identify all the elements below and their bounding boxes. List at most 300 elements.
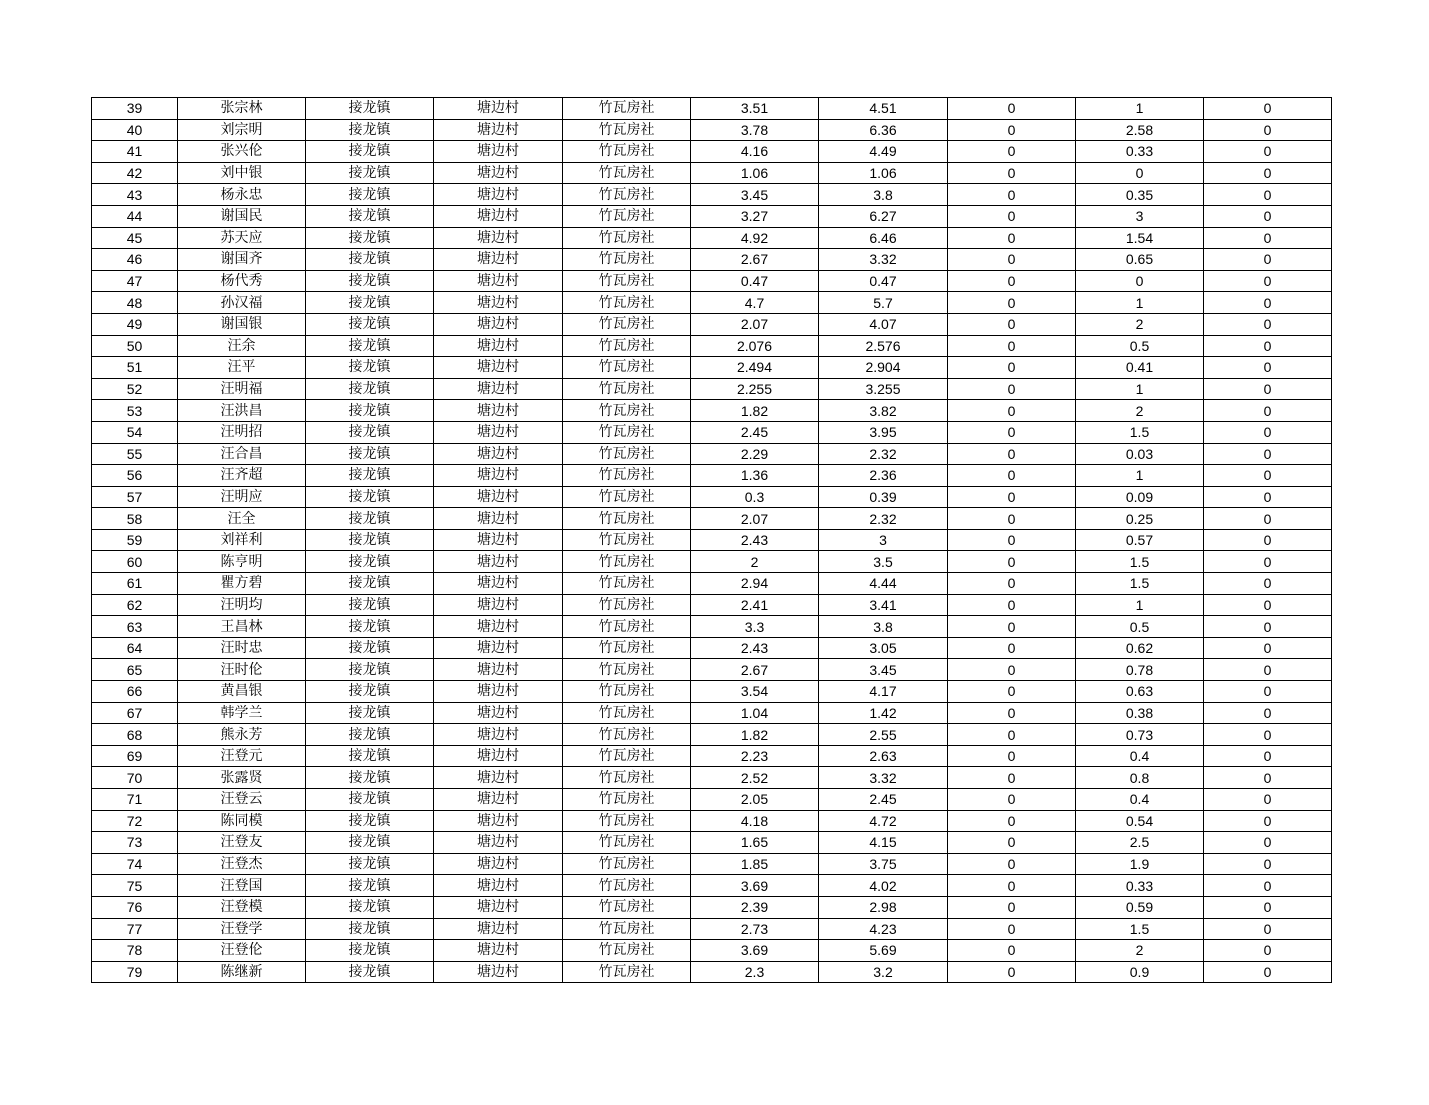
- table-row: [92, 141, 1332, 163]
- value-cell-2: 2.98: [819, 896, 948, 918]
- name-cell: 汪合昌: [178, 443, 306, 465]
- group-cell: 竹瓦房社: [563, 832, 691, 854]
- value-cell-1: 2.3: [691, 961, 819, 983]
- value-cell-5: 0: [1204, 767, 1332, 789]
- value-cell-1: 2.07: [691, 508, 819, 530]
- value-cell-1: 2.45: [691, 421, 819, 443]
- table-row: [92, 486, 1332, 508]
- village-cell: 塘边村: [434, 810, 563, 832]
- value-cell-1: 2.67: [691, 659, 819, 681]
- village-cell: 塘边村: [434, 896, 563, 918]
- row-number-cell: 41: [92, 141, 178, 163]
- name-cell: 谢国银: [178, 313, 306, 335]
- group-cell: 竹瓦房社: [563, 465, 691, 487]
- value-cell-1: 2.39: [691, 896, 819, 918]
- value-cell-3: 0: [948, 961, 1076, 983]
- value-cell-2: 4.44: [819, 573, 948, 595]
- table-row: [92, 313, 1332, 335]
- value-cell-1: 2.94: [691, 573, 819, 595]
- table-row: [92, 616, 1332, 638]
- group-cell: 竹瓦房社: [563, 119, 691, 141]
- value-cell-5: 0: [1204, 400, 1332, 422]
- town-cell: 接龙镇: [306, 767, 434, 789]
- village-cell: 塘边村: [434, 292, 563, 314]
- table-body: [92, 98, 1332, 983]
- row-number-cell: 69: [92, 745, 178, 767]
- value-cell-5: 0: [1204, 162, 1332, 184]
- value-cell-3: 0: [948, 313, 1076, 335]
- value-cell-5: 0: [1204, 594, 1332, 616]
- value-cell-2: 2.36: [819, 465, 948, 487]
- table-row: [92, 292, 1332, 314]
- village-cell: 塘边村: [434, 486, 563, 508]
- value-cell-1: 0.47: [691, 270, 819, 292]
- town-cell: 接龙镇: [306, 119, 434, 141]
- value-cell-4: 0.38: [1076, 702, 1204, 724]
- row-number-cell: 68: [92, 724, 178, 746]
- row-number-cell: 53: [92, 400, 178, 422]
- table-row: [92, 573, 1332, 595]
- value-cell-4: 0.5: [1076, 335, 1204, 357]
- row-number-cell: 51: [92, 357, 178, 379]
- value-cell-2: 0.39: [819, 486, 948, 508]
- row-number-cell: 43: [92, 184, 178, 206]
- town-cell: 接龙镇: [306, 313, 434, 335]
- value-cell-5: 0: [1204, 227, 1332, 249]
- name-cell: 张宗林: [178, 98, 306, 120]
- name-cell: 汪明应: [178, 486, 306, 508]
- value-cell-2: 5.69: [819, 940, 948, 962]
- value-cell-4: 0.73: [1076, 724, 1204, 746]
- value-cell-3: 0: [948, 832, 1076, 854]
- town-cell: 接龙镇: [306, 616, 434, 638]
- town-cell: 接龙镇: [306, 292, 434, 314]
- value-cell-2: 0.47: [819, 270, 948, 292]
- village-cell: 塘边村: [434, 465, 563, 487]
- value-cell-2: 3.82: [819, 400, 948, 422]
- table-row: [92, 227, 1332, 249]
- value-cell-3: 0: [948, 853, 1076, 875]
- town-cell: 接龙镇: [306, 745, 434, 767]
- value-cell-2: 6.27: [819, 205, 948, 227]
- table-row: [92, 724, 1332, 746]
- table-row: [92, 918, 1332, 940]
- value-cell-1: 3.69: [691, 940, 819, 962]
- value-cell-1: 1.36: [691, 465, 819, 487]
- value-cell-5: 0: [1204, 616, 1332, 638]
- name-cell: 陈亨明: [178, 551, 306, 573]
- value-cell-1: 2.076: [691, 335, 819, 357]
- group-cell: 竹瓦房社: [563, 940, 691, 962]
- group-cell: 竹瓦房社: [563, 357, 691, 379]
- value-cell-1: 2.52: [691, 767, 819, 789]
- table-row: [92, 637, 1332, 659]
- row-number-cell: 72: [92, 810, 178, 832]
- value-cell-3: 0: [948, 162, 1076, 184]
- group-cell: 竹瓦房社: [563, 313, 691, 335]
- village-cell: 塘边村: [434, 184, 563, 206]
- row-number-cell: 66: [92, 681, 178, 703]
- value-cell-4: 2: [1076, 940, 1204, 962]
- value-cell-1: 2.23: [691, 745, 819, 767]
- value-cell-5: 0: [1204, 486, 1332, 508]
- name-cell: 汪登友: [178, 832, 306, 854]
- town-cell: 接龙镇: [306, 551, 434, 573]
- value-cell-1: 3.54: [691, 681, 819, 703]
- row-number-cell: 59: [92, 529, 178, 551]
- village-cell: 塘边村: [434, 616, 563, 638]
- row-number-cell: 78: [92, 940, 178, 962]
- value-cell-4: 0.65: [1076, 249, 1204, 271]
- value-cell-1: 2.73: [691, 918, 819, 940]
- value-cell-4: 1.9: [1076, 853, 1204, 875]
- name-cell: 孙汉福: [178, 292, 306, 314]
- village-cell: 塘边村: [434, 270, 563, 292]
- table-row: [92, 249, 1332, 271]
- table-row: [92, 896, 1332, 918]
- town-cell: 接龙镇: [306, 961, 434, 983]
- value-cell-5: 0: [1204, 961, 1332, 983]
- value-cell-2: 3.32: [819, 249, 948, 271]
- village-cell: 塘边村: [434, 767, 563, 789]
- value-cell-4: 1.5: [1076, 918, 1204, 940]
- name-cell: 汪余: [178, 335, 306, 357]
- table-row: [92, 205, 1332, 227]
- village-cell: 塘边村: [434, 335, 563, 357]
- name-cell: 汪时忠: [178, 637, 306, 659]
- village-cell: 塘边村: [434, 853, 563, 875]
- village-cell: 塘边村: [434, 789, 563, 811]
- name-cell: 汪明招: [178, 421, 306, 443]
- town-cell: 接龙镇: [306, 724, 434, 746]
- name-cell: 黄昌银: [178, 681, 306, 703]
- name-cell: 汪登云: [178, 789, 306, 811]
- value-cell-1: 2.29: [691, 443, 819, 465]
- name-cell: 谢国齐: [178, 249, 306, 271]
- name-cell: 杨代秀: [178, 270, 306, 292]
- name-cell: 熊永芳: [178, 724, 306, 746]
- value-cell-4: 2: [1076, 400, 1204, 422]
- table-row: [92, 551, 1332, 573]
- value-cell-4: 0.25: [1076, 508, 1204, 530]
- village-cell: 塘边村: [434, 443, 563, 465]
- value-cell-5: 0: [1204, 421, 1332, 443]
- value-cell-3: 0: [948, 486, 1076, 508]
- group-cell: 竹瓦房社: [563, 98, 691, 120]
- village-cell: 塘边村: [434, 637, 563, 659]
- village-cell: 塘边村: [434, 249, 563, 271]
- value-cell-3: 0: [948, 659, 1076, 681]
- name-cell: 汪登模: [178, 896, 306, 918]
- name-cell: 汪明福: [178, 378, 306, 400]
- row-number-cell: 46: [92, 249, 178, 271]
- group-cell: 竹瓦房社: [563, 810, 691, 832]
- value-cell-3: 0: [948, 400, 1076, 422]
- value-cell-2: 2.32: [819, 508, 948, 530]
- table-row: [92, 443, 1332, 465]
- group-cell: 竹瓦房社: [563, 227, 691, 249]
- group-cell: 竹瓦房社: [563, 292, 691, 314]
- name-cell: 汪洪昌: [178, 400, 306, 422]
- value-cell-3: 0: [948, 98, 1076, 120]
- value-cell-4: 2.58: [1076, 119, 1204, 141]
- value-cell-4: 0.4: [1076, 789, 1204, 811]
- value-cell-5: 0: [1204, 119, 1332, 141]
- value-cell-1: 4.16: [691, 141, 819, 163]
- row-number-cell: 62: [92, 594, 178, 616]
- value-cell-1: 2: [691, 551, 819, 573]
- group-cell: 竹瓦房社: [563, 573, 691, 595]
- table-row: [92, 357, 1332, 379]
- village-cell: 塘边村: [434, 551, 563, 573]
- value-cell-2: 3.5: [819, 551, 948, 573]
- town-cell: 接龙镇: [306, 940, 434, 962]
- value-cell-4: 0.09: [1076, 486, 1204, 508]
- value-cell-1: 2.07: [691, 313, 819, 335]
- value-cell-5: 0: [1204, 465, 1332, 487]
- village-cell: 塘边村: [434, 98, 563, 120]
- town-cell: 接龙镇: [306, 702, 434, 724]
- table-row: [92, 681, 1332, 703]
- village-cell: 塘边村: [434, 378, 563, 400]
- value-cell-2: 4.17: [819, 681, 948, 703]
- table-row: [92, 529, 1332, 551]
- town-cell: 接龙镇: [306, 98, 434, 120]
- value-cell-5: 0: [1204, 940, 1332, 962]
- table-row: [92, 745, 1332, 767]
- value-cell-1: 3.51: [691, 98, 819, 120]
- value-cell-4: 1.5: [1076, 421, 1204, 443]
- value-cell-1: 1.85: [691, 853, 819, 875]
- name-cell: 汪时伦: [178, 659, 306, 681]
- value-cell-1: 3.27: [691, 205, 819, 227]
- value-cell-5: 0: [1204, 443, 1332, 465]
- value-cell-3: 0: [948, 249, 1076, 271]
- value-cell-5: 0: [1204, 896, 1332, 918]
- village-cell: 塘边村: [434, 961, 563, 983]
- town-cell: 接龙镇: [306, 810, 434, 832]
- value-cell-2: 3.8: [819, 184, 948, 206]
- value-cell-4: 0.63: [1076, 681, 1204, 703]
- value-cell-4: 1.5: [1076, 551, 1204, 573]
- group-cell: 竹瓦房社: [563, 162, 691, 184]
- name-cell: 张露贤: [178, 767, 306, 789]
- village-cell: 塘边村: [434, 400, 563, 422]
- value-cell-4: 1: [1076, 98, 1204, 120]
- value-cell-3: 0: [948, 896, 1076, 918]
- village-cell: 塘边村: [434, 940, 563, 962]
- value-cell-3: 0: [948, 529, 1076, 551]
- table-row: [92, 767, 1332, 789]
- village-cell: 塘边村: [434, 421, 563, 443]
- row-number-cell: 67: [92, 702, 178, 724]
- value-cell-3: 0: [948, 270, 1076, 292]
- row-number-cell: 54: [92, 421, 178, 443]
- value-cell-2: 4.23: [819, 918, 948, 940]
- town-cell: 接龙镇: [306, 875, 434, 897]
- value-cell-5: 0: [1204, 745, 1332, 767]
- village-cell: 塘边村: [434, 573, 563, 595]
- group-cell: 竹瓦房社: [563, 789, 691, 811]
- village-cell: 塘边村: [434, 594, 563, 616]
- town-cell: 接龙镇: [306, 443, 434, 465]
- table-row: [92, 162, 1332, 184]
- group-cell: 竹瓦房社: [563, 205, 691, 227]
- name-cell: 刘祥利: [178, 529, 306, 551]
- value-cell-4: 0.9: [1076, 961, 1204, 983]
- table-row: [92, 940, 1332, 962]
- row-number-cell: 76: [92, 896, 178, 918]
- name-cell: 汪登元: [178, 745, 306, 767]
- value-cell-2: 6.46: [819, 227, 948, 249]
- village-cell: 塘边村: [434, 162, 563, 184]
- value-cell-3: 0: [948, 745, 1076, 767]
- name-cell: 谢国民: [178, 205, 306, 227]
- value-cell-1: 3.69: [691, 875, 819, 897]
- name-cell: 汪明均: [178, 594, 306, 616]
- row-number-cell: 39: [92, 98, 178, 120]
- value-cell-5: 0: [1204, 508, 1332, 530]
- value-cell-1: 2.05: [691, 789, 819, 811]
- value-cell-3: 0: [948, 141, 1076, 163]
- town-cell: 接龙镇: [306, 335, 434, 357]
- town-cell: 接龙镇: [306, 681, 434, 703]
- village-cell: 塘边村: [434, 745, 563, 767]
- value-cell-5: 0: [1204, 551, 1332, 573]
- row-number-cell: 57: [92, 486, 178, 508]
- town-cell: 接龙镇: [306, 789, 434, 811]
- village-cell: 塘边村: [434, 205, 563, 227]
- row-number-cell: 71: [92, 789, 178, 811]
- group-cell: 竹瓦房社: [563, 335, 691, 357]
- value-cell-2: 3.255: [819, 378, 948, 400]
- value-cell-2: 3.41: [819, 594, 948, 616]
- value-cell-3: 0: [948, 875, 1076, 897]
- name-cell: 陈同模: [178, 810, 306, 832]
- value-cell-1: 1.04: [691, 702, 819, 724]
- value-cell-2: 3.75: [819, 853, 948, 875]
- value-cell-5: 0: [1204, 724, 1332, 746]
- value-cell-2: 1.42: [819, 702, 948, 724]
- value-cell-3: 0: [948, 551, 1076, 573]
- value-cell-1: 2.255: [691, 378, 819, 400]
- value-cell-3: 0: [948, 767, 1076, 789]
- town-cell: 接龙镇: [306, 594, 434, 616]
- village-cell: 塘边村: [434, 918, 563, 940]
- group-cell: 竹瓦房社: [563, 745, 691, 767]
- name-cell: 苏天应: [178, 227, 306, 249]
- value-cell-4: 0.33: [1076, 141, 1204, 163]
- value-cell-5: 0: [1204, 875, 1332, 897]
- value-cell-4: 0.57: [1076, 529, 1204, 551]
- table-row: [92, 465, 1332, 487]
- value-cell-2: 3.05: [819, 637, 948, 659]
- town-cell: 接龙镇: [306, 853, 434, 875]
- value-cell-4: 0.41: [1076, 357, 1204, 379]
- town-cell: 接龙镇: [306, 205, 434, 227]
- value-cell-2: 1.06: [819, 162, 948, 184]
- town-cell: 接龙镇: [306, 227, 434, 249]
- value-cell-1: 0.3: [691, 486, 819, 508]
- table-row: [92, 184, 1332, 206]
- group-cell: 竹瓦房社: [563, 270, 691, 292]
- row-number-cell: 47: [92, 270, 178, 292]
- value-cell-3: 0: [948, 292, 1076, 314]
- value-cell-3: 0: [948, 378, 1076, 400]
- town-cell: 接龙镇: [306, 659, 434, 681]
- value-cell-2: 3: [819, 529, 948, 551]
- name-cell: 陈继新: [178, 961, 306, 983]
- row-number-cell: 42: [92, 162, 178, 184]
- group-cell: 竹瓦房社: [563, 551, 691, 573]
- group-cell: 竹瓦房社: [563, 961, 691, 983]
- village-cell: 塘边村: [434, 875, 563, 897]
- group-cell: 竹瓦房社: [563, 637, 691, 659]
- group-cell: 竹瓦房社: [563, 659, 691, 681]
- table-row: [92, 335, 1332, 357]
- group-cell: 竹瓦房社: [563, 896, 691, 918]
- table-row: [92, 378, 1332, 400]
- group-cell: 竹瓦房社: [563, 184, 691, 206]
- name-cell: 瞿方碧: [178, 573, 306, 595]
- table-row: [92, 594, 1332, 616]
- group-cell: 竹瓦房社: [563, 421, 691, 443]
- value-cell-5: 0: [1204, 681, 1332, 703]
- table-row: [92, 270, 1332, 292]
- group-cell: 竹瓦房社: [563, 249, 691, 271]
- name-cell: 杨永忠: [178, 184, 306, 206]
- value-cell-2: 2.32: [819, 443, 948, 465]
- table-row: [92, 659, 1332, 681]
- value-cell-4: 0.8: [1076, 767, 1204, 789]
- town-cell: 接龙镇: [306, 184, 434, 206]
- value-cell-5: 0: [1204, 918, 1332, 940]
- value-cell-1: 4.7: [691, 292, 819, 314]
- value-cell-1: 4.18: [691, 810, 819, 832]
- value-cell-2: 3.45: [819, 659, 948, 681]
- village-cell: 塘边村: [434, 141, 563, 163]
- row-number-cell: 70: [92, 767, 178, 789]
- town-cell: 接龙镇: [306, 918, 434, 940]
- group-cell: 竹瓦房社: [563, 616, 691, 638]
- value-cell-4: 0.35: [1076, 184, 1204, 206]
- value-cell-4: 0.78: [1076, 659, 1204, 681]
- table-row: [92, 832, 1332, 854]
- table-row: [92, 853, 1332, 875]
- value-cell-1: 1.82: [691, 724, 819, 746]
- value-cell-2: 2.63: [819, 745, 948, 767]
- table-row: [92, 961, 1332, 983]
- village-cell: 塘边村: [434, 357, 563, 379]
- row-number-cell: 65: [92, 659, 178, 681]
- row-number-cell: 63: [92, 616, 178, 638]
- group-cell: 竹瓦房社: [563, 702, 691, 724]
- name-cell: 汪登杰: [178, 853, 306, 875]
- value-cell-4: 1.5: [1076, 573, 1204, 595]
- value-cell-3: 0: [948, 443, 1076, 465]
- name-cell: 汪登学: [178, 918, 306, 940]
- value-cell-4: 2.5: [1076, 832, 1204, 854]
- name-cell: 汪齐超: [178, 465, 306, 487]
- group-cell: 竹瓦房社: [563, 853, 691, 875]
- row-number-cell: 45: [92, 227, 178, 249]
- village-cell: 塘边村: [434, 659, 563, 681]
- value-cell-2: 4.51: [819, 98, 948, 120]
- value-cell-3: 0: [948, 940, 1076, 962]
- group-cell: 竹瓦房社: [563, 443, 691, 465]
- town-cell: 接龙镇: [306, 421, 434, 443]
- group-cell: 竹瓦房社: [563, 141, 691, 163]
